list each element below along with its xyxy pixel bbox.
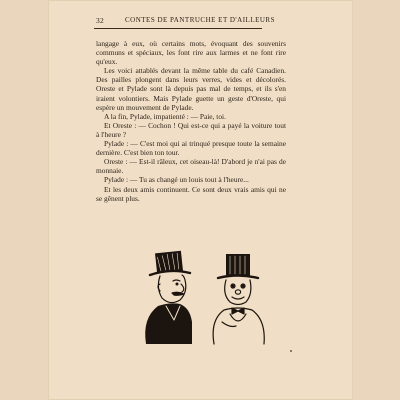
running-title: CONTES DE PANTRUCHE ET D'AILLEURS — [125, 16, 275, 24]
paragraph: Les voici attablés devant la même table du café Canadien. Des pailles plongent dans leurs verres, vides et décolorés. Oreste et Pylade sont là depuis pas mal de temps, et ils s'en iraient volontiers. Mais Pylade guette un geste d'Oreste, qui espère un mouvement de Pylade. — [96, 66, 286, 112]
two-men-in-top-hats-illustration — [118, 248, 288, 348]
paragraph: Et les deux amis continuent. Ce sont deux vrais amis qui ne se gênent plus. — [96, 184, 286, 203]
paragraph: langage à eux, où certains mots, évoquant des souvenirs communs et spéciaux, les font rire aux larmes et ne font rire qu'eux. — [96, 39, 286, 67]
body-text — [96, 39, 286, 203]
paragraph: Oreste : — Est-il râleux, cet oiseau-là! D'abord je n'ai pas de monnaie. — [96, 157, 286, 176]
paper-speck — [290, 350, 292, 352]
paragraph: Pylade : — Tu as changé un louis tout à l'heure... — [104, 175, 249, 185]
right-man-figure — [213, 254, 264, 344]
paragraph: Pylade : — C'est moi qui ai trinqué presque toute la semaine dernière. C'est bien ton tour. — [96, 139, 286, 158]
page-number: 32 — [96, 16, 104, 25]
paragraph: Et Oreste : — Cochon ! Qui est-ce qui a payé la voiture tout à l'heure ? — [96, 120, 286, 139]
left-man-figure — [145, 251, 192, 344]
paragraph: A la fin, Pylade, impatienté : — Paie, toi. — [104, 111, 226, 121]
